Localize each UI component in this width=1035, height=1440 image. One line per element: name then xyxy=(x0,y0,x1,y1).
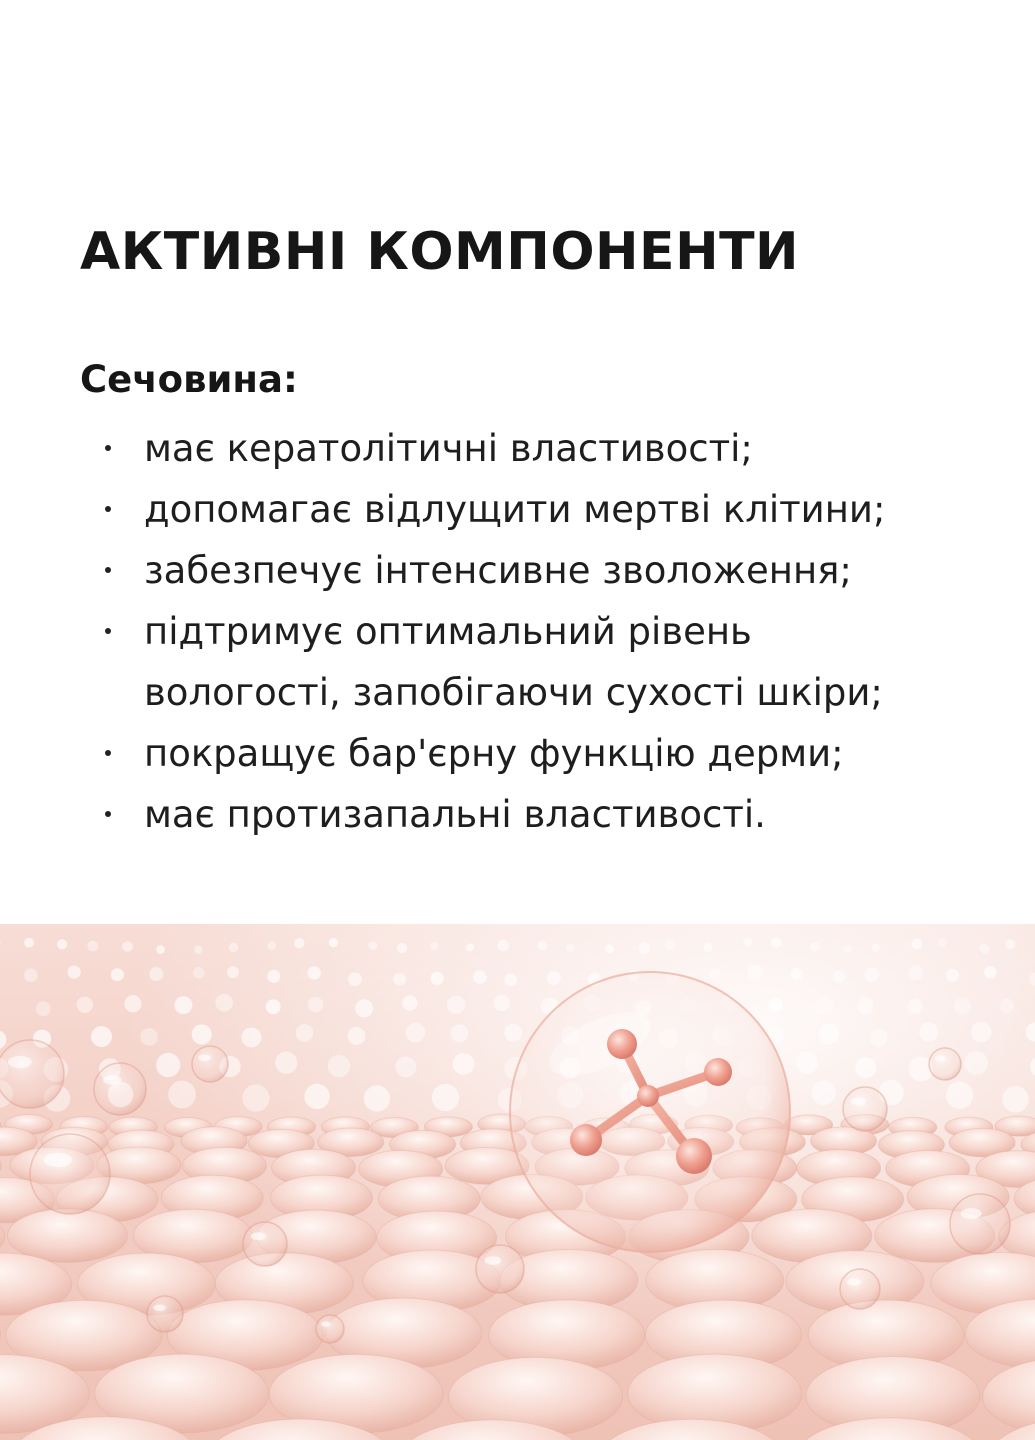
bullet-icon xyxy=(105,750,111,756)
list-item xyxy=(96,723,1026,784)
benefit-text: підтримує оптимальний рівень xyxy=(144,610,752,653)
list-item xyxy=(96,540,1026,601)
molecule-illustration xyxy=(0,924,1035,1440)
bullet-icon xyxy=(105,506,111,512)
bullet-icon xyxy=(105,811,111,817)
molecule-bubble-icon xyxy=(510,972,790,1252)
list-item xyxy=(96,418,1026,479)
bullet-icon xyxy=(105,567,111,573)
benefit-text: має кератолітичні властивості; xyxy=(144,427,753,470)
list-item xyxy=(96,601,1026,723)
list-item xyxy=(96,479,1026,540)
bullet-icon xyxy=(105,445,111,451)
benefit-text: допомагає відлущити мертві клітини; xyxy=(144,488,886,531)
benefits-list xyxy=(96,418,1026,845)
list-item xyxy=(96,784,1026,845)
benefit-text-continued: вологості, запобігаючи сухості шкіри; xyxy=(144,671,883,714)
bullet-icon xyxy=(105,628,111,634)
benefit-text: покращує бар'єрну функцію дерми; xyxy=(144,732,844,775)
benefit-text: забезпечує інтенсивне зволоження; xyxy=(144,549,852,592)
benefit-text: має протизапальні властивості. xyxy=(144,793,766,836)
page-title: АКТИВНІ КОМПОНЕНТИ xyxy=(80,222,800,282)
ingredient-name: Сечовина: xyxy=(80,358,298,401)
